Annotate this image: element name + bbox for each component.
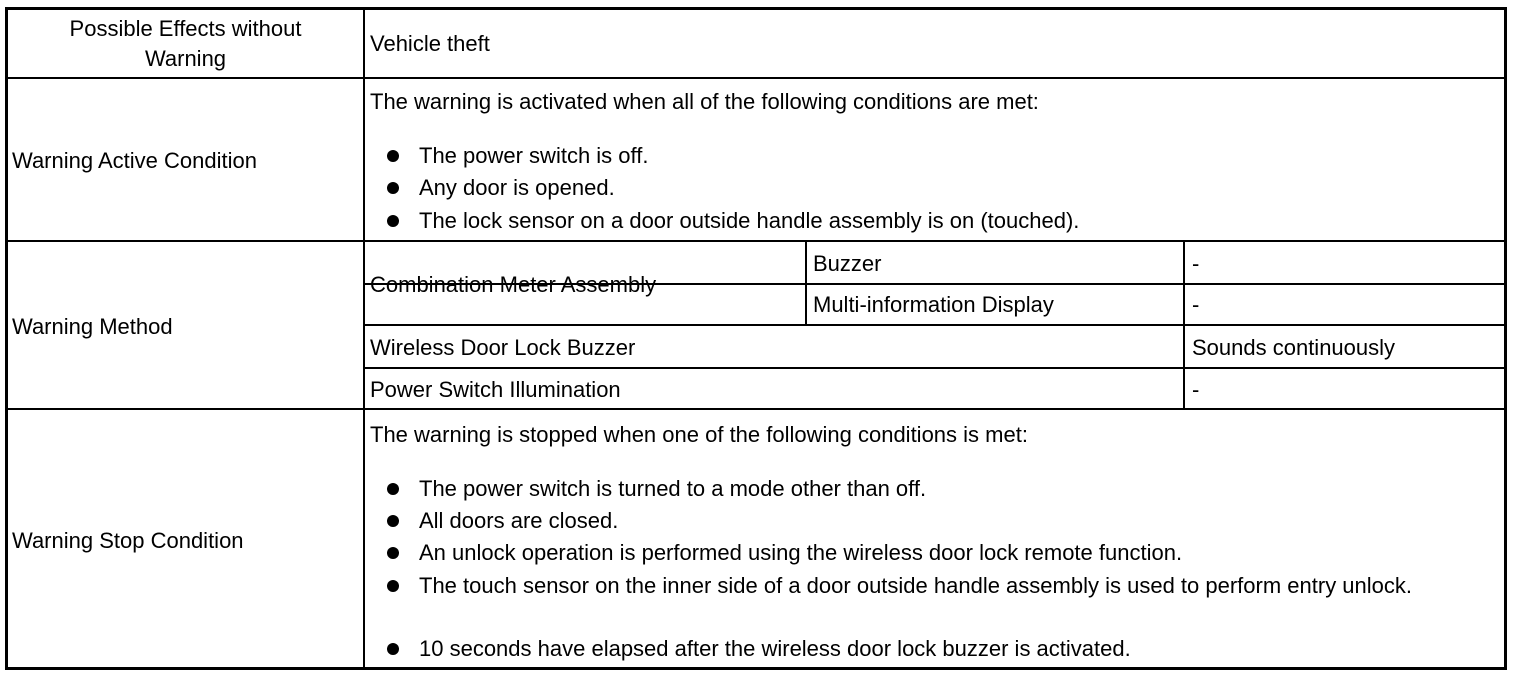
divider [365, 367, 1507, 369]
effects-label-line2: Warning [144, 46, 227, 71]
active-intro: The warning is activated when all of the following conditions are met: [370, 89, 1039, 114]
effects-value: Vehicle theft [370, 31, 490, 56]
active-label: Warning Active Condition [12, 148, 257, 173]
method-label: Warning Method [12, 314, 173, 339]
bullet-icon [387, 643, 399, 655]
bullet-icon [387, 215, 399, 227]
bullet-icon [387, 483, 399, 495]
effects-label [8, 14, 363, 74]
mid-label: Multi-information Display [813, 292, 1054, 317]
bullet-icon [387, 547, 399, 559]
divider [5, 408, 1507, 410]
divider [805, 241, 807, 325]
stop-label: Warning Stop Condition [12, 528, 244, 553]
bullet-icon [387, 150, 399, 162]
mid-value: - [1192, 292, 1200, 317]
effects-label-line1: Possible Effects without [69, 16, 302, 41]
wireless-buzzer-value: Sounds continuously [1192, 335, 1396, 360]
divider [5, 77, 1507, 79]
bullet-icon [387, 580, 399, 592]
divider [365, 324, 1507, 326]
combination-meter-label: Combination Meter Assembly [370, 272, 657, 297]
divider [363, 7, 365, 670]
illumination-label: Power Switch Illumination [370, 377, 621, 402]
buzzer-value: - [1192, 251, 1200, 276]
bullet-icon [387, 515, 399, 527]
bullet-icon [387, 182, 399, 194]
wireless-buzzer-label: Wireless Door Lock Buzzer [370, 335, 636, 360]
divider [5, 240, 1507, 242]
buzzer-label: Buzzer [813, 251, 882, 276]
illumination-value: - [1192, 377, 1200, 402]
divider [1183, 241, 1185, 409]
stop-intro: The warning is stopped when one of the following conditions is met: [370, 422, 1028, 447]
